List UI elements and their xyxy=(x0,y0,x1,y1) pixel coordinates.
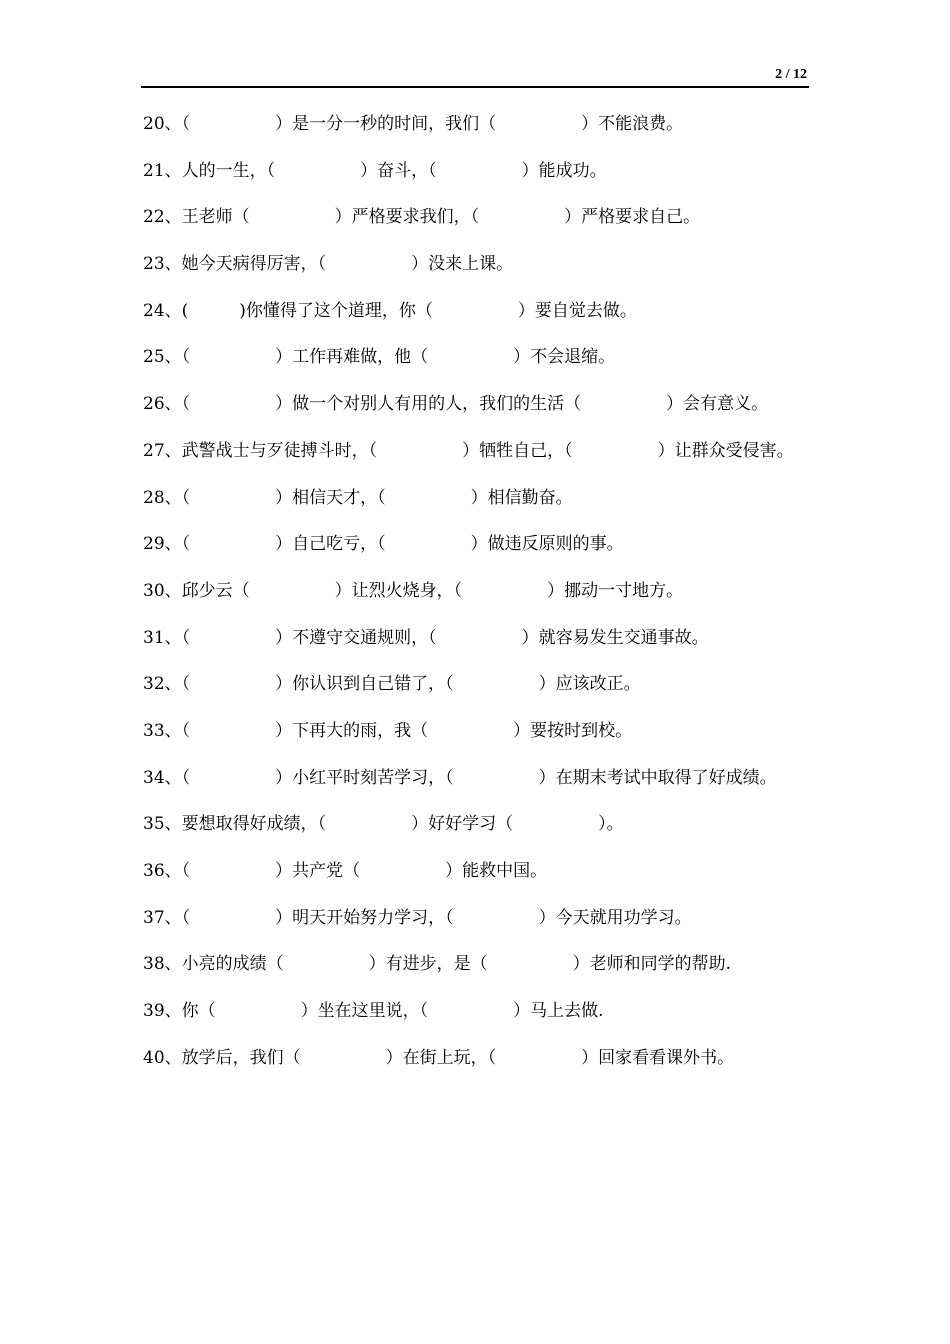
exercise-item: 29、（ ）自己吃亏，（ ）做违反原则的事。 xyxy=(143,534,624,555)
exercise-item: 20、（ ）是一分一秒的时间，我们（ ）不能浪费。 xyxy=(143,114,684,134)
exercise-item: 23、她今天病得厉害，（ ）没来上课。 xyxy=(143,254,514,275)
page-indicator: 2 / 12 xyxy=(775,67,807,82)
exercise-item: 37、（ ）明天开始努力学习，（ ）今天就用功学习。 xyxy=(143,907,692,928)
exercise-item: 32、（ ）你认识到自己错了，（ ）应该改正。 xyxy=(143,674,641,695)
exercise-item: 28、（ ）相信天才，（ ）相信勤奋。 xyxy=(143,487,573,508)
exercise-item: 22、王老师（ ）严格要求我们，（ ）严格要求自己。 xyxy=(143,207,701,228)
exercise-list xyxy=(143,111,811,1091)
exercise-item: 34、（ ）小红平时刻苦学习，（ ）在期末考试中取得了好成绩。 xyxy=(143,767,777,788)
exercise-item: 26、（ ）做一个对别人有用的人，我们的生活（ ）会有意义。 xyxy=(143,394,769,415)
header-rule xyxy=(141,86,809,88)
exercise-item: 39、你（ ）坐在这里说，（ ）马上去做. xyxy=(143,1001,604,1022)
exercise-item: 35、要想取得好成绩，（ ）好好学习（ ）。 xyxy=(143,814,624,835)
exercise-item: 31、（ ）不遵守交通规则，（ ）就容易发生交通事故。 xyxy=(143,627,709,648)
exercise-item: 36、（ ）共产党（ ）能救中国。 xyxy=(143,861,548,881)
exercise-item: 27、武警战士与歹徒搏斗时，（ ）牺牲自己，（ ）让群众受侵害。 xyxy=(143,440,794,461)
exercise-item: 40、放学后，我们（ ）在街上玩，（ ）回家看看课外书。 xyxy=(143,1047,735,1068)
exercise-item: 33、（ ）下再大的雨，我（ ）要按时到校。 xyxy=(143,720,633,741)
exercise-item: 38、小亮的成绩（ ）有进步，是（ ）老师和同学的帮助. xyxy=(143,954,732,975)
exercise-item: 24、( )你懂得了这个道理，你（ ）要自觉去做。 xyxy=(143,300,637,321)
exercise-item: 30、邱少云（ ）让烈火烧身，（ ）挪动一寸地方。 xyxy=(143,580,684,601)
exercise-item: 21、人的一生，（ ）奋斗，（ ）能成功。 xyxy=(143,160,607,181)
exercise-item: 25、（ ）工作再难做，他（ ）不会退缩。 xyxy=(143,347,616,368)
